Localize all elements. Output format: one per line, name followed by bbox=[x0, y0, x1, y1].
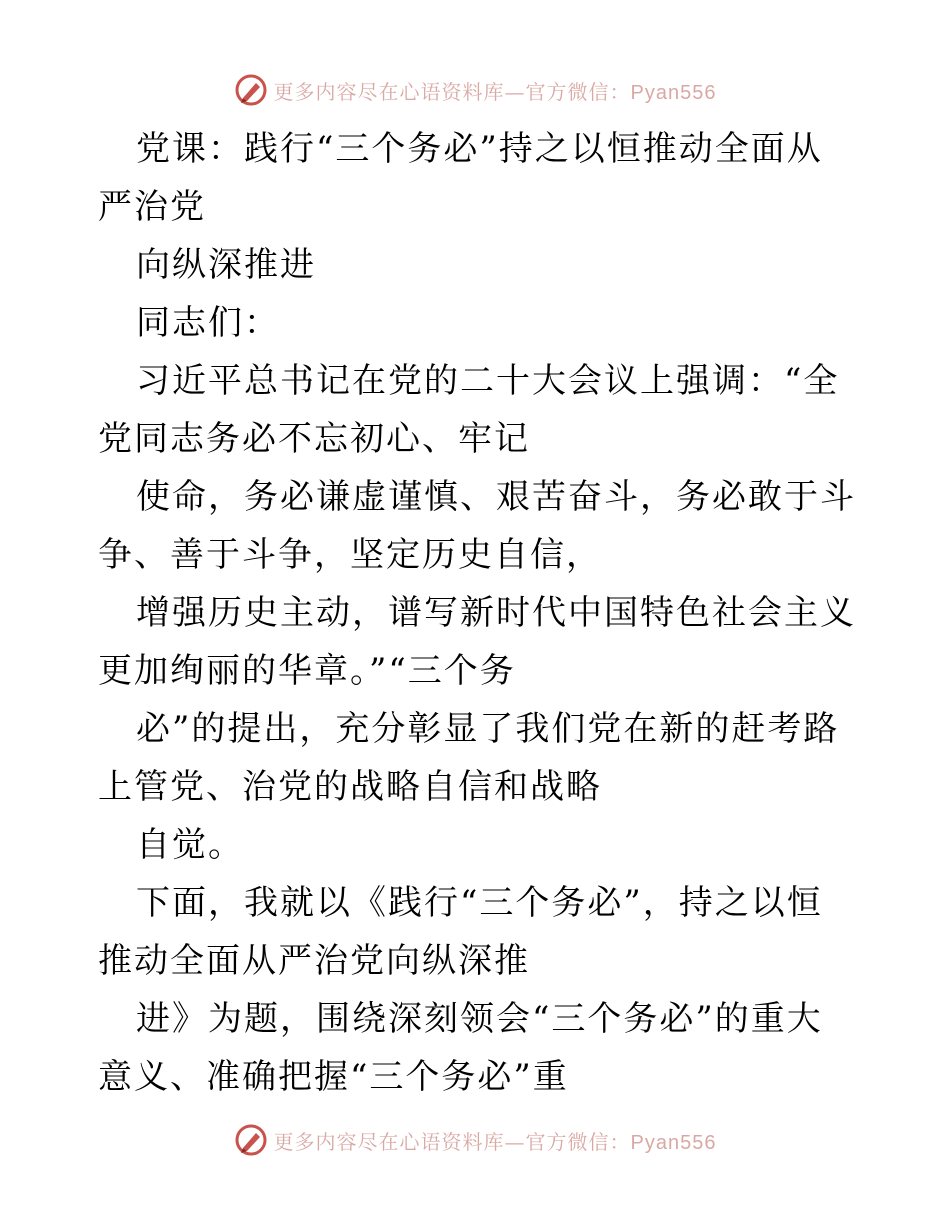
doc-title-continued: 向纵深推进 bbox=[136, 245, 316, 285]
paragraph: 进》为题，围绕深刻领会“三个务必”的重大意义、准确把握“三个务必”重 bbox=[98, 999, 823, 1097]
pen-circle-logo-icon bbox=[234, 1123, 268, 1157]
header-watermark bbox=[0, 70, 950, 110]
paragraph: 必”的提出，充分彰显了我们党在新的赶考路上管党、治党的战略自信和战略 bbox=[98, 709, 840, 807]
watermark-label: 更多内容尽在心语资料库—官方微信： bbox=[273, 1129, 631, 1154]
salutation: 同志们： bbox=[136, 303, 280, 343]
paragraph: 自觉。 bbox=[136, 825, 244, 865]
watermark-text bbox=[274, 1126, 717, 1155]
watermark-text bbox=[274, 76, 717, 105]
pen-circle-logo-icon bbox=[234, 73, 268, 107]
document-body bbox=[98, 120, 858, 1106]
watermark-account: Pyan556 bbox=[630, 81, 717, 104]
paragraph: 增强历史主动，谱写新时代中国特色社会主义更加绚丽的华章。”“三个务 bbox=[98, 593, 856, 691]
paragraph: 下面，我就以《践行“三个务必”，持之以恒推动全面从严治党向纵深推 bbox=[98, 883, 823, 981]
paragraph: 使命，务必谦虚谨慎、艰苦奋斗，务必敢于斗争、善于斗争，坚定历史自信， bbox=[98, 477, 856, 575]
doc-title: 党课：践行“三个务必”持之以恒推动全面从严治党 bbox=[98, 129, 823, 227]
watermark-label: 更多内容尽在心语资料库—官方微信： bbox=[273, 79, 631, 104]
paragraph: 习近平总书记在党的二十大会议上强调：“全党同志务必不忘初心、牢记 bbox=[98, 361, 840, 459]
watermark-account: Pyan556 bbox=[630, 1131, 717, 1154]
footer-watermark bbox=[0, 1120, 950, 1160]
